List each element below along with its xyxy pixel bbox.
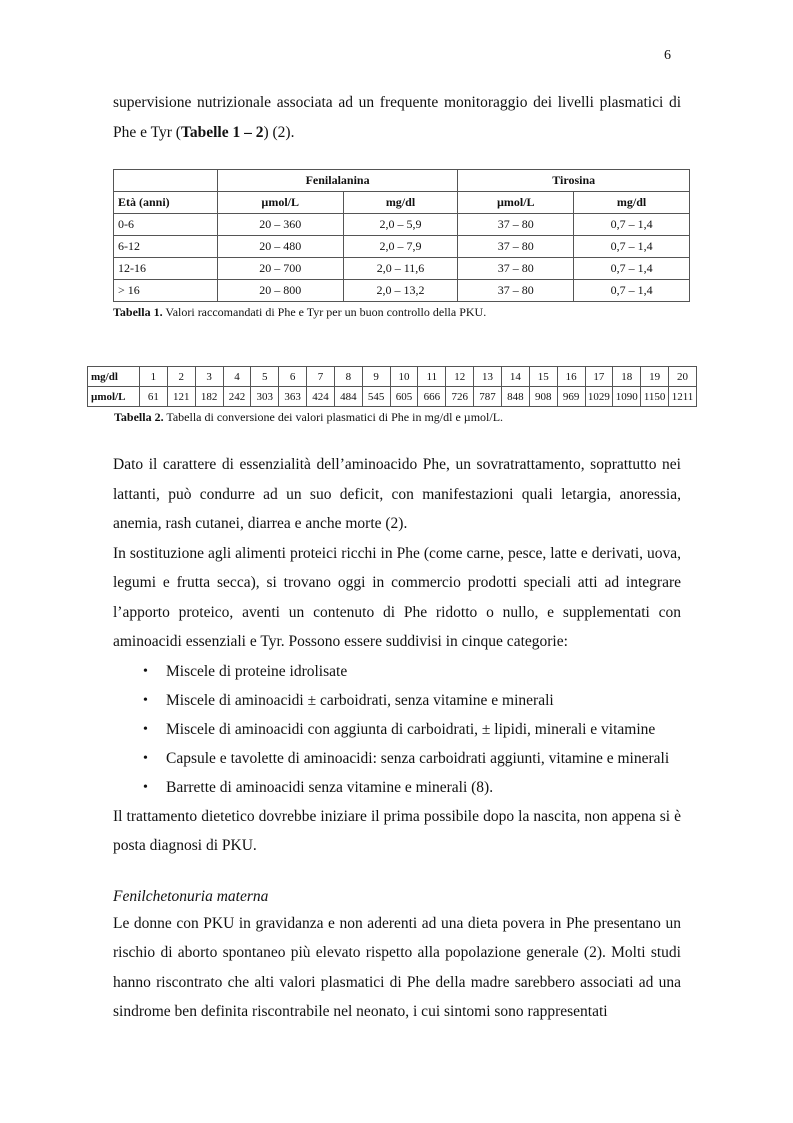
table-2-cell: 61 xyxy=(140,387,168,407)
table-1-col-header: mg/dl xyxy=(343,192,458,214)
table-1-col-header: µmol/L xyxy=(217,192,343,214)
table-2-mgdl-row xyxy=(88,367,697,387)
table-2-cell: 787 xyxy=(474,387,502,407)
table-cell: 0,7 – 1,4 xyxy=(574,258,690,280)
table-2-cell: 545 xyxy=(362,387,390,407)
table-cell: 20 – 800 xyxy=(217,280,343,302)
table-2-cell: 10 xyxy=(390,367,418,387)
table-2-cell: 182 xyxy=(195,387,223,407)
table-1-caption-text: Valori raccomandati di Phe e Tyr per un buon controllo della PKU. xyxy=(162,305,487,319)
table-cell: > 16 xyxy=(114,280,218,302)
table-2-cell: 6 xyxy=(279,367,307,387)
paragraph: Le donne con PKU in gravidanza e non aderenti ad una dieta povera in Phe presentano un rischio di aborto spontaneo più elevato rispetto alla popolazione generale (2). Molti studi hanno riscontrato che alti valori plasmatici di Phe della madre sarebbero associati ad una sindrome ben definita riscontrabile nel neonato, i cui sintomi sono rappresentati xyxy=(113,914,681,1020)
table-cell: 20 – 360 xyxy=(217,214,343,236)
table-2-cell: 8 xyxy=(334,367,362,387)
table-2-cell: 13 xyxy=(474,367,502,387)
table-1-col-header: µmol/L xyxy=(458,192,574,214)
table-2-cell: 424 xyxy=(307,387,335,407)
table-1-grid xyxy=(113,169,690,302)
table-1-group-header-tyr: Tirosina xyxy=(458,170,690,192)
table-2-cell: 1 xyxy=(140,367,168,387)
table-1-caption xyxy=(113,305,681,319)
lower-content xyxy=(113,450,681,1027)
table-cell: 2,0 – 11,6 xyxy=(343,258,458,280)
table-2-cell: 726 xyxy=(446,387,474,407)
table-cell: 37 – 80 xyxy=(458,214,574,236)
intro-paragraph xyxy=(113,88,681,147)
table-cell: 0,7 – 1,4 xyxy=(574,214,690,236)
intro-table-ref: Tabelle 1 – 2 xyxy=(180,123,264,141)
table-2-cell: 12 xyxy=(446,367,474,387)
table-1 xyxy=(113,169,681,319)
table-2-caption-label: Tabella 2. xyxy=(114,410,164,424)
list-item-text: Miscele di aminoacidi ± carboidrati, senza vitamine e minerali xyxy=(166,691,554,709)
paragraph: Dato il carattere di essenzialità dell’aminoacido Phe, un sovratrattamento, soprattutto nei lattanti, può condurre ad un suo deficit, con manifestazioni quali letargia, anoressia, anemia, rash cutanei, diarrea e anche morte (2). xyxy=(113,456,681,532)
list-item-text: Miscele di proteine idrolisate xyxy=(166,662,348,680)
table-cell: 37 – 80 xyxy=(458,258,574,280)
table-2-caption-text: Tabella di conversione dei valori plasmatici di Phe in mg/dl e µmol/L. xyxy=(163,410,504,424)
list-item xyxy=(113,715,681,744)
paragraph: In sostituzione agli alimenti proteici ricchi in Phe (come carne, pesce, latte e derivati, uova, legumi e frutta secca), si trovano oggi in commercio prodotti speciali atti ad integrare l’apporto proteico, aventi un contenuto di Phe ridotto o nullo, e supplementati con aminoacidi essenziali e Tyr. Possono essere suddivisi in cinque categorie: xyxy=(113,544,681,650)
bullet-icon: • xyxy=(143,750,148,766)
table-2-cell: 18 xyxy=(613,367,641,387)
list-item xyxy=(113,686,681,715)
table-2-cell: 19 xyxy=(641,367,669,387)
list-item xyxy=(113,657,681,686)
table-cell: 12-16 xyxy=(114,258,218,280)
intro-text: supervisione nutrizionale associata ad un frequente monitoraggio dei livelli plasmatici di Phe e Tyr ( xyxy=(113,94,681,141)
table-cell: 0-6 xyxy=(114,214,218,236)
bullet-list xyxy=(113,657,681,802)
list-item-text: Capsule e tavolette di aminoacidi: senza carboidrati aggiunti, vitamine e minerali xyxy=(166,749,670,767)
list-item xyxy=(113,744,681,773)
table-2-cell: 7 xyxy=(307,367,335,387)
table-cell: 0,7 – 1,4 xyxy=(574,280,690,302)
table-2-grid xyxy=(87,366,697,407)
page-number: 6 xyxy=(664,48,671,63)
table-1-group-header-empty xyxy=(114,170,218,192)
table-2-cell: 605 xyxy=(390,387,418,407)
table-2-cell: 969 xyxy=(557,387,585,407)
table-2-cell: 20 xyxy=(669,367,697,387)
table-cell: 2,0 – 5,9 xyxy=(343,214,458,236)
table-cell: 20 – 480 xyxy=(217,236,343,258)
table-1-col-header: Età (anni) xyxy=(114,192,218,214)
intro-tail: ) (2). xyxy=(263,123,295,141)
table-2-cell: 9 xyxy=(362,367,390,387)
table-cell: 2,0 – 13,2 xyxy=(343,280,458,302)
table-2-cell: 303 xyxy=(251,387,279,407)
table-2-cell: 121 xyxy=(167,387,195,407)
table-2-cell: 666 xyxy=(418,387,446,407)
table-2-row-label: µmol/L xyxy=(88,387,140,407)
bullet-icon: • xyxy=(143,779,148,795)
table-1-col-header: mg/dl xyxy=(574,192,690,214)
table-row xyxy=(114,214,690,236)
table-2-cell: 4 xyxy=(223,367,251,387)
table-2-cell: 17 xyxy=(585,367,613,387)
table-2-cell: 363 xyxy=(279,387,307,407)
table-cell: 37 – 80 xyxy=(458,280,574,302)
table-cell: 6-12 xyxy=(114,236,218,258)
table-row xyxy=(114,236,690,258)
table-2-cell: 3 xyxy=(195,367,223,387)
table-1-col-header-row xyxy=(114,192,690,214)
table-cell: 2,0 – 7,9 xyxy=(343,236,458,258)
table-cell: 20 – 700 xyxy=(217,258,343,280)
table-2-cell: 242 xyxy=(223,387,251,407)
table-row xyxy=(114,280,690,302)
list-item xyxy=(113,773,681,802)
table-2-cell: 1211 xyxy=(669,387,697,407)
bullet-icon: • xyxy=(143,692,148,708)
table-1-caption-label: Tabella 1. xyxy=(113,305,163,319)
table-1-group-header-phe: Fenilalanina xyxy=(217,170,458,192)
table-2-cell: 16 xyxy=(557,367,585,387)
section-title: Fenilchetonuria materna xyxy=(113,887,269,905)
table-cell: 0,7 – 1,4 xyxy=(574,236,690,258)
table-2-cell: 1029 xyxy=(585,387,613,407)
table-2-cell: 848 xyxy=(501,387,529,407)
bullet-icon: • xyxy=(143,721,148,737)
bullet-icon: • xyxy=(143,663,148,679)
list-item-text: Miscele di aminoacidi con aggiunta di carboidrati, ± lipidi, minerali e vitamine xyxy=(166,720,656,738)
table-2-cell: 1150 xyxy=(641,387,669,407)
list-item-text: Barrette di aminoacidi senza vitamine e minerali (8). xyxy=(166,778,494,796)
table-row xyxy=(114,258,690,280)
table-2-cell: 908 xyxy=(529,387,557,407)
table-2-cell: 14 xyxy=(501,367,529,387)
table-2-caption xyxy=(87,410,697,424)
table-2-cell: 484 xyxy=(334,387,362,407)
table-2-cell: 15 xyxy=(529,367,557,387)
table-2-cell: 1090 xyxy=(613,387,641,407)
paragraph: Il trattamento dietetico dovrebbe iniziare il prima possibile dopo la nascita, non appena si è posta diagnosi di PKU. xyxy=(113,807,681,854)
table-2-cell: 2 xyxy=(167,367,195,387)
table-cell: 37 – 80 xyxy=(458,236,574,258)
upper-content xyxy=(113,88,681,319)
table-2-umol-row xyxy=(88,387,697,407)
table-2-cell: 5 xyxy=(251,367,279,387)
table-2-cell: 11 xyxy=(418,367,446,387)
table-1-group-header-row xyxy=(114,170,690,192)
table-2 xyxy=(87,366,697,424)
table-2-row-label: mg/dl xyxy=(88,367,140,387)
